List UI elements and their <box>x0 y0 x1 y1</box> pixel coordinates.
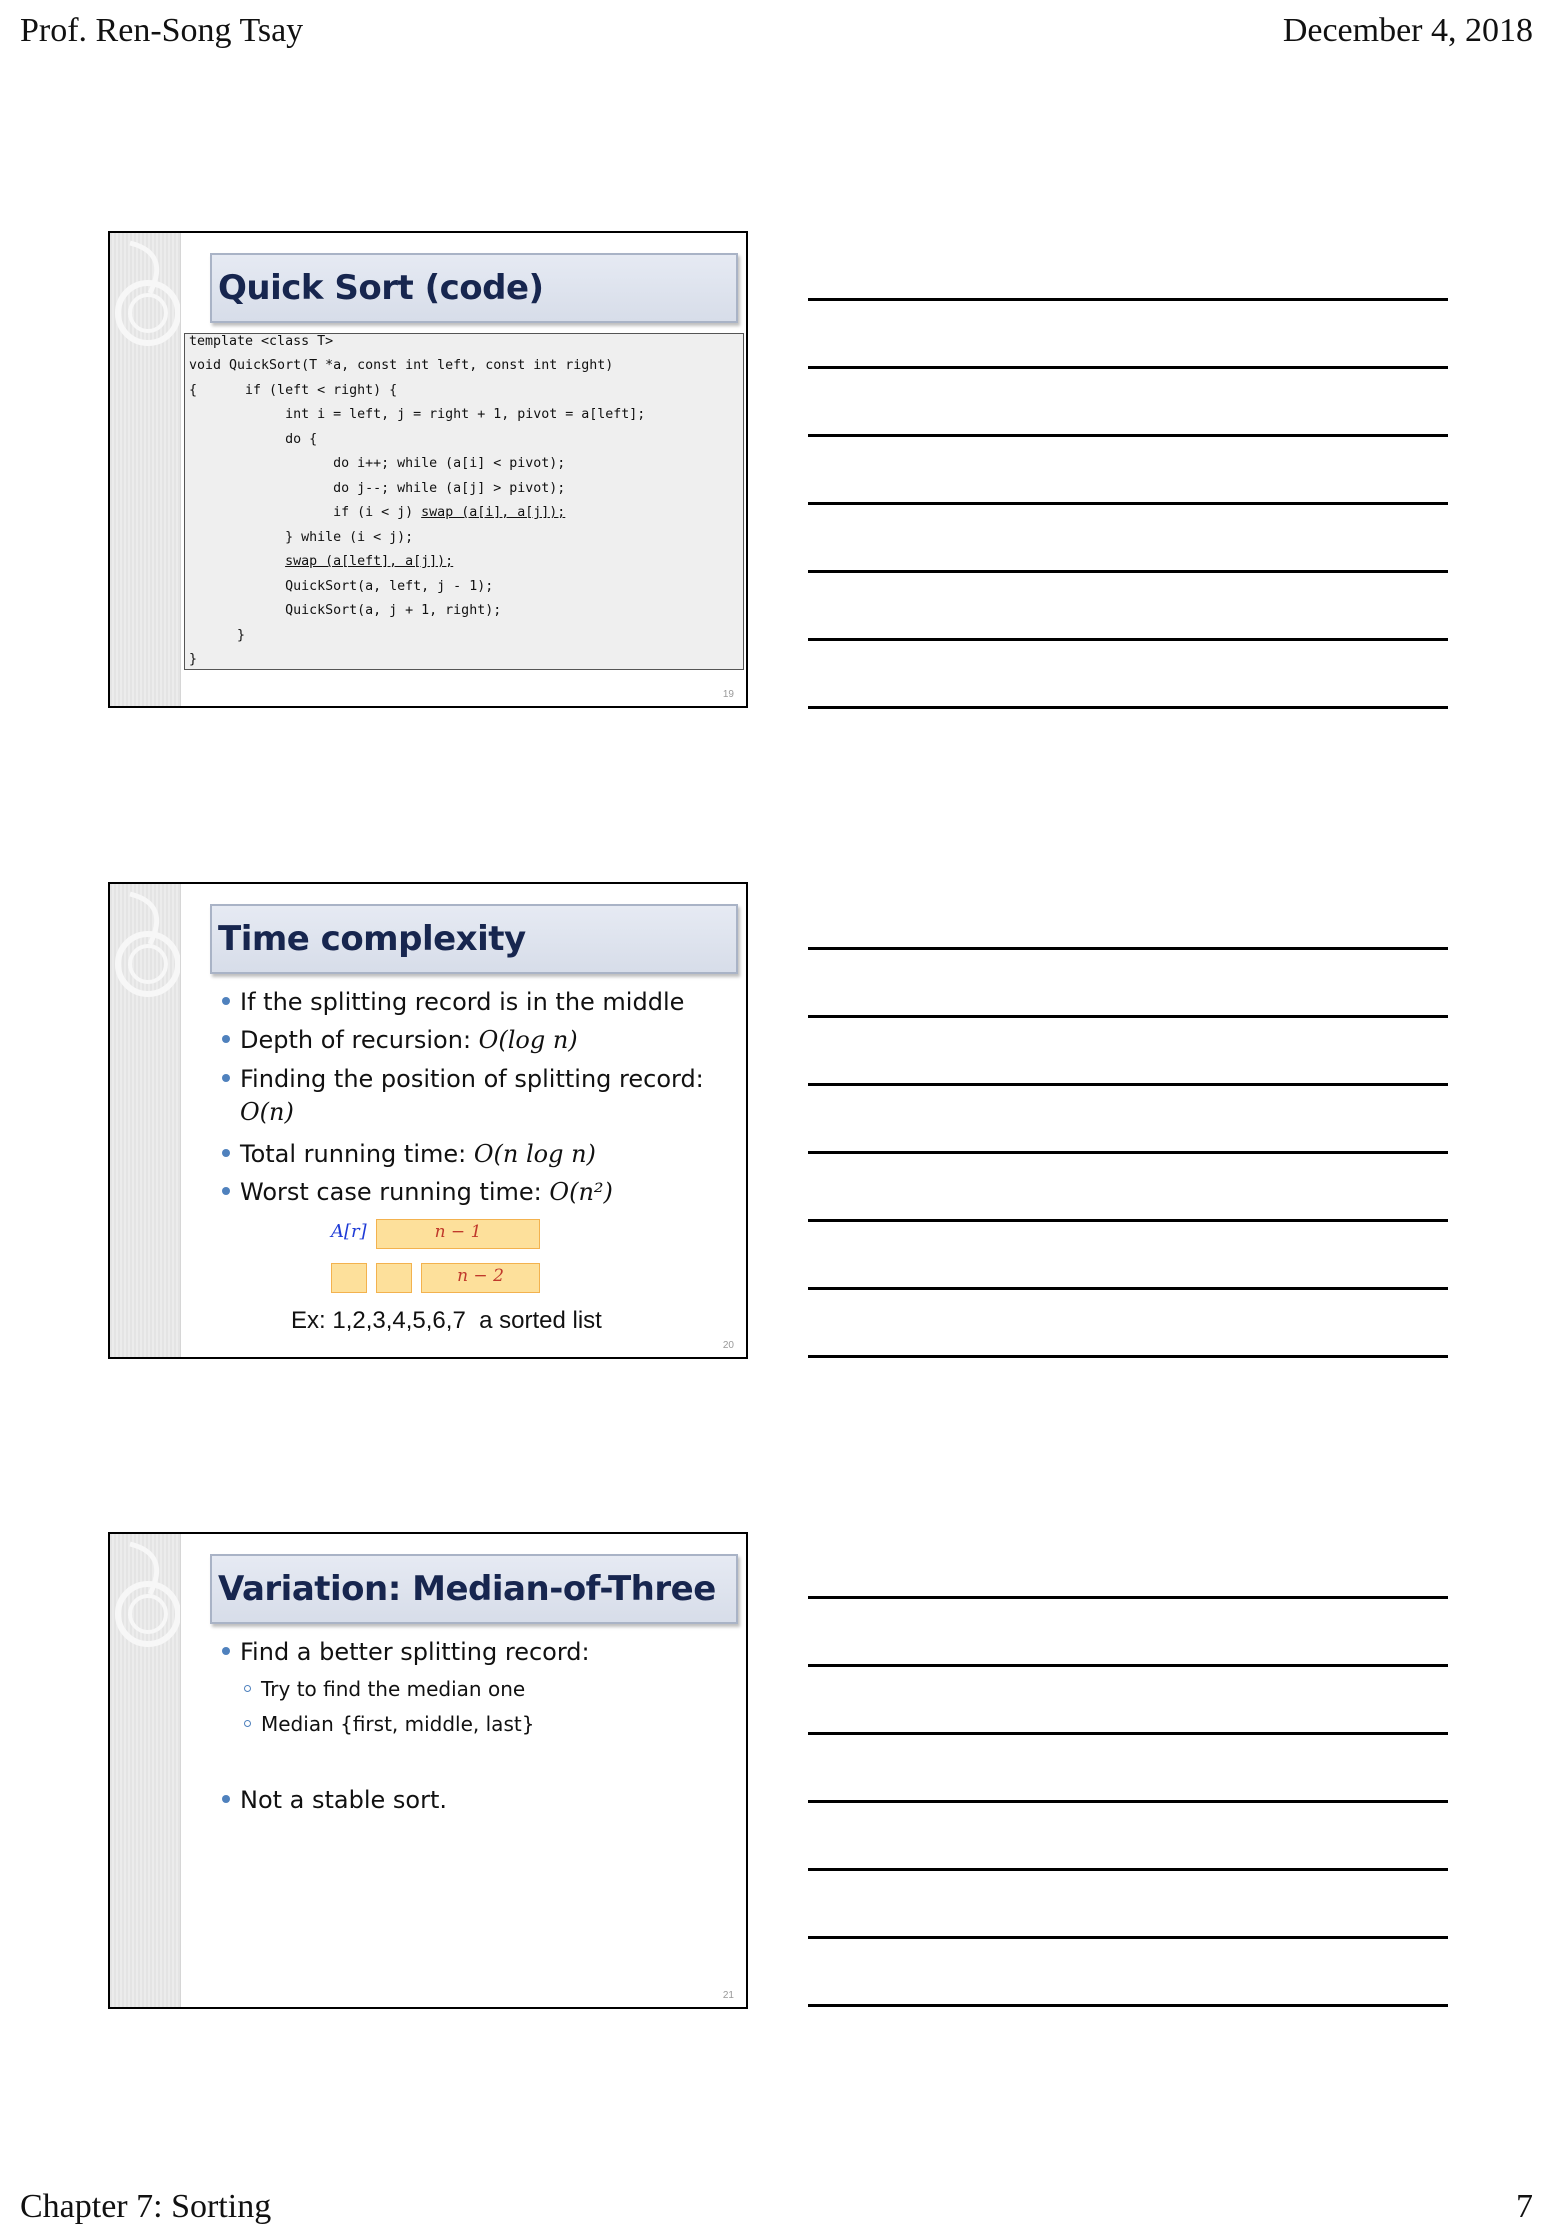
slide-time-complexity <box>108 882 748 1359</box>
note-line <box>808 502 1448 505</box>
slide-title: Quick Sort (code) <box>210 253 738 323</box>
swap-pivot-underlined: swap (a[left], a[j]); <box>285 554 454 569</box>
note-line <box>808 706 1448 709</box>
note-line <box>808 1596 1448 1599</box>
bullet-dot-icon <box>222 1187 230 1195</box>
slide-sidebar-decoration <box>110 233 181 706</box>
code-line: QuickSort(a, left, j - 1); <box>189 579 494 594</box>
slide-title: Time complexity <box>210 904 738 974</box>
bullet-item: Not a stable sort. <box>222 1786 447 1814</box>
slide-number: 21 <box>722 1990 734 2001</box>
code-line: } <box>189 652 198 667</box>
bullet-dot-icon <box>222 1035 230 1043</box>
code-line-text <box>189 554 285 569</box>
code-line: do j--; while (a[j] > pivot); <box>189 481 566 496</box>
swirl-decoration-icon <box>110 233 180 353</box>
partition-label: n − 1 <box>434 1222 482 1242</box>
bullet-dot-icon <box>222 1795 230 1803</box>
code-line: { if (left < right) { <box>189 383 398 398</box>
example-text: Ex: 1,2,3,4,5,6,7 a sorted list <box>291 1307 602 1334</box>
code-block <box>184 333 744 670</box>
slide-title: Variation: Median-of-Three <box>210 1554 738 1624</box>
code-line: do i++; while (a[i] < pivot); <box>189 456 566 471</box>
note-line <box>808 1800 1448 1803</box>
bullet-dot-icon <box>222 1647 230 1655</box>
pivot-cell <box>331 1263 367 1293</box>
swirl-decoration-icon <box>110 884 180 1004</box>
math-expression: O(n) <box>240 1098 294 1126</box>
bullet-item: Find a better splitting record: <box>222 1638 590 1666</box>
note-line <box>808 1936 1448 1939</box>
note-line <box>808 2004 1448 2007</box>
bullet-dot-icon <box>222 1149 230 1157</box>
code-line-text: if (i < j) <box>189 505 422 520</box>
page-number: 7 <box>1516 2188 1533 2225</box>
note-line <box>808 298 1448 301</box>
code-line: } while (i < j); <box>189 530 414 545</box>
pivot-cell <box>376 1263 412 1293</box>
array-element-label: A[r] <box>331 1221 367 1242</box>
slide-sidebar-decoration <box>110 1534 181 2007</box>
note-line <box>808 1664 1448 1667</box>
note-line <box>808 366 1448 369</box>
bullet-item: Depth of recursion: O(log n) <box>222 1026 578 1054</box>
code-line: } <box>189 628 246 643</box>
code-line: QuickSort(a, j + 1, right); <box>189 603 502 618</box>
code-line <box>189 550 453 574</box>
note-line <box>808 1083 1448 1086</box>
slide-quick-sort-code <box>108 231 748 708</box>
note-line <box>808 638 1448 641</box>
math-expression: O(n²) <box>549 1178 613 1206</box>
note-line <box>808 1219 1448 1222</box>
code-line: int i = left, j = right + 1, pivot = a[left]; <box>189 407 646 422</box>
bullet-item: Worst case running time: O(n²) <box>222 1178 613 1206</box>
bullet-item: Total running time: O(n log n) <box>222 1140 596 1168</box>
code-line: do { <box>189 432 318 447</box>
sub-bullet-ring-icon <box>244 1720 251 1727</box>
note-line <box>808 434 1448 437</box>
code-line: void QuickSort(T *a, const int left, const int right) <box>189 358 614 373</box>
partition-label: n − 2 <box>457 1266 504 1286</box>
bullet-item: Finding the position of splitting record: <box>222 1065 704 1093</box>
slide-number: 20 <box>722 1340 734 1351</box>
note-line <box>808 1151 1448 1154</box>
note-line <box>808 1732 1448 1735</box>
math-expression: O(n log n) <box>473 1140 596 1168</box>
note-line <box>808 570 1448 573</box>
bullet-dot-icon <box>222 1074 230 1082</box>
note-line <box>808 1287 1448 1290</box>
sub-bullet-item: Try to find the median one <box>244 1677 525 1701</box>
document-date: December 4, 2018 <box>1282 12 1533 49</box>
note-line <box>808 947 1448 950</box>
note-line <box>808 1355 1448 1358</box>
slide-median-of-three <box>108 1532 748 2009</box>
code-line <box>189 501 565 525</box>
sub-bullet-ring-icon <box>244 1685 251 1692</box>
bullet-dot-icon <box>222 997 230 1005</box>
swap-call-underlined: swap (a[i], a[j]); <box>421 505 566 520</box>
slide-sidebar-decoration <box>110 884 181 1357</box>
chapter-title: Chapter 7: Sorting <box>20 2188 272 2225</box>
bullet-continuation <box>240 1098 294 1126</box>
sub-bullet-item: Median {first, middle, last} <box>244 1712 534 1736</box>
author-name: Prof. Ren-Song Tsay <box>20 12 304 49</box>
note-line <box>808 1868 1448 1871</box>
bullet-item: If the splitting record is in the middle <box>222 988 684 1016</box>
slide-number: 19 <box>722 689 734 700</box>
swirl-decoration-icon <box>110 1534 180 1654</box>
math-expression: O(log n) <box>478 1026 578 1054</box>
code-line: template <class T> <box>189 334 334 349</box>
note-line <box>808 1015 1448 1018</box>
